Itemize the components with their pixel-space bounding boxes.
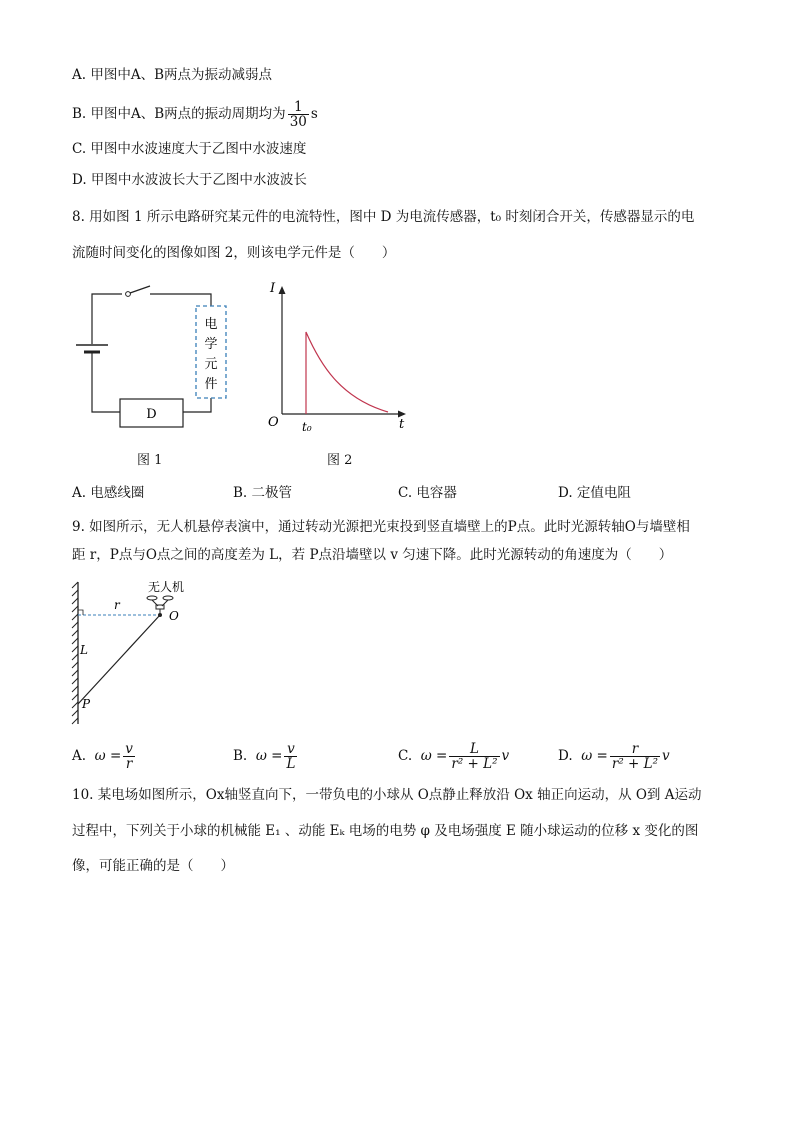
q10-stem-line2: 过程中，下列关于小球的机械能 E₁ 、动能 Eₖ 电场的电势 φ 及电场强度 E 随小球运动的位移 x 变化的图 — [72, 823, 699, 839]
q7-option-b-unit: s — [310, 106, 318, 122]
fraction-numerator: L — [449, 742, 499, 757]
l-label: L — [80, 643, 88, 657]
circuit-wire-right-bottom — [183, 398, 211, 412]
fraction-numerator: v — [125, 741, 133, 757]
velocity-factor: v — [662, 748, 670, 764]
q8-figure2-graph — [262, 278, 412, 438]
q9-stem-line1: 9. 如图所示，无人机悬停表演中，通过转动光源把光束投到竖直墙壁上的P点。此时光源转轴O与墙壁相 — [72, 519, 690, 535]
element-label-char1: 电 — [204, 317, 218, 332]
q9-option-a — [72, 742, 137, 771]
y-axis-label: I — [270, 281, 276, 296]
x-axis-label: t — [399, 417, 405, 432]
q9-figure-drone-wall — [68, 578, 198, 728]
q10-stem-line1: 10. 某电场如图所示，Ox轴竖直向下，一带负电的小球从 O点静止释放沿 Ox 轴正向运动，从 O到 A运动 — [72, 787, 702, 803]
q7-option-b — [72, 100, 318, 129]
q7-option-c: C. 甲图中水波速度大于乙图中水波速度 — [72, 141, 307, 157]
wall-hatching — [72, 582, 78, 724]
fraction-denominator: r² + L² — [611, 756, 658, 772]
fraction-denominator: L — [286, 756, 296, 772]
q8-figure1-circuit — [70, 282, 230, 437]
q9-option-d — [558, 742, 670, 771]
switch-lever — [130, 286, 150, 293]
q9-c-fraction — [449, 742, 499, 771]
q8-figure2-caption: 图 2 — [327, 453, 353, 468]
p-label: P — [82, 697, 91, 711]
fraction-numerator: 1 — [288, 100, 309, 115]
q7-option-b-fraction — [288, 100, 309, 129]
q8-figure1-caption: 图 1 — [137, 453, 163, 468]
fraction-denominator: 30 — [289, 114, 307, 130]
origin-label: O — [268, 415, 279, 430]
fraction-numerator: v — [284, 742, 297, 757]
omega-lhs: ω = — [581, 748, 608, 764]
element-label-char4: 件 — [204, 377, 218, 392]
r-label: r — [114, 598, 120, 612]
fraction-numerator: r — [610, 742, 660, 757]
q9-d-fraction — [610, 742, 660, 771]
q8-stem-line1: 8. 用如图 1 所示电路研究某元件的电流特性，图中 D 为电流传感器，t₀ 时刻闭合开关，传感器显示的电 — [72, 209, 695, 225]
q8-option-b: B. 二极管 — [233, 485, 293, 501]
t0-label: t₀ — [302, 420, 312, 434]
current-sensor-label: D — [146, 407, 157, 422]
q7-option-b-text: B. 甲图中A、B两点的振动周期均为 — [72, 106, 286, 122]
light-source-o — [158, 613, 162, 617]
omega-lhs: ω = — [255, 748, 283, 764]
y-axis-arrow — [279, 286, 286, 294]
option-label: C. — [398, 748, 413, 764]
q7-option-a: A. 甲图中A、B两点为振动减弱点 — [72, 67, 273, 83]
current-decay-curve — [306, 332, 388, 414]
omega-lhs: ω = — [420, 748, 448, 764]
option-label: D. — [558, 748, 573, 764]
omega-lhs: ω = — [94, 748, 122, 764]
q9-stem-line2: 距 r，P点与O点之间的高度差为 L，若 P点沿墙壁以 v 匀速下降。此时光源转动的角速度为（ ） — [72, 547, 673, 563]
right-angle-mark — [78, 610, 83, 615]
q8-stem-line2: 流随时间变化的图像如图 2，则该电学元件是（ ） — [72, 245, 396, 261]
element-label-char2: 学 — [204, 337, 218, 352]
q8-option-d: D. 定值电阻 — [558, 485, 631, 501]
drone-label: 无人机 — [148, 580, 185, 594]
light-beam-line — [78, 615, 160, 704]
q9-b-fraction — [284, 742, 297, 771]
circuit-wire-right-top — [150, 294, 211, 306]
switch-contact — [126, 292, 131, 297]
q9-option-b — [233, 742, 299, 771]
q10-stem-line3: 像，可能正确的是（ ） — [72, 858, 234, 874]
option-label: A. — [72, 748, 87, 764]
o-label: O — [169, 609, 179, 623]
element-label-char3: 元 — [204, 357, 218, 372]
fraction-denominator: r — [125, 756, 133, 772]
velocity-factor: v — [501, 748, 510, 764]
option-label: B. — [233, 748, 248, 764]
q9-option-c — [398, 742, 509, 771]
fraction-denominator: r² + L² — [451, 756, 498, 772]
q7-option-d: D. 甲图中水波波长大于乙图中水波波长 — [72, 172, 307, 188]
q8-option-c: C. 电容器 — [398, 485, 457, 501]
q8-option-a: A. 电感线圈 — [72, 485, 145, 501]
q9-a-fraction — [123, 742, 135, 771]
